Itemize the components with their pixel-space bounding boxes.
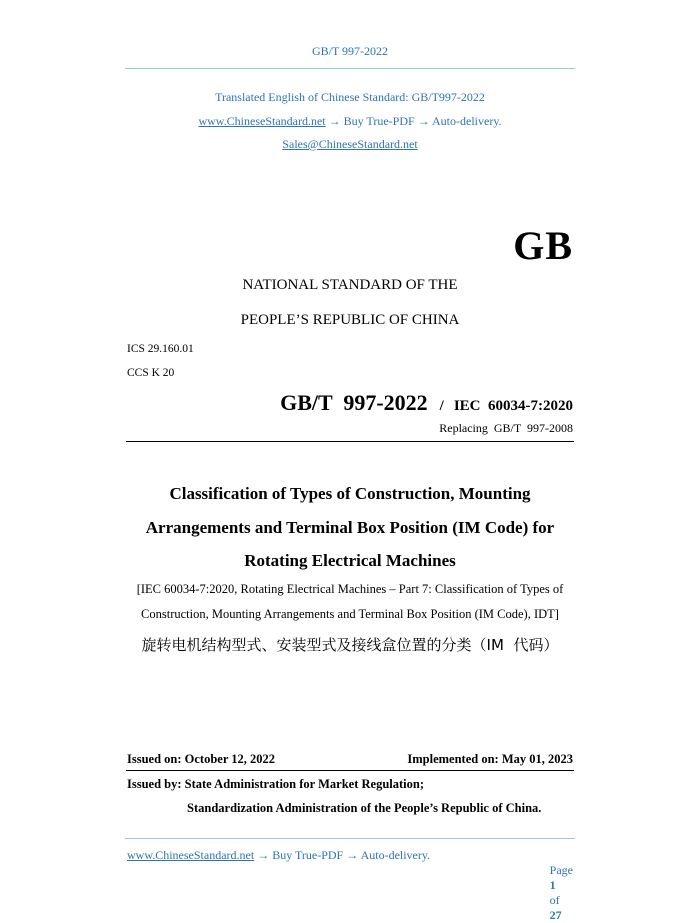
ics-code: ICS 29.160.01 [127, 343, 194, 355]
footer-rule [125, 838, 575, 839]
standard-separator: / [439, 398, 444, 414]
standard-number: GB/T 997-2022 [280, 390, 428, 415]
page-total: 27 [549, 908, 562, 922]
ccs-code: CCS K 20 [127, 367, 175, 379]
implemented-date: Implemented on: May 01, 2023 [407, 752, 573, 766]
issuer-line-1: Issued by: State Administration for Market Regulation; [127, 777, 424, 791]
of-label: of [549, 893, 560, 907]
subtitle-line-1: [IEC 60034-7:2020, Rotating Electrical Machines – Part 7: Classification of Types of [136, 582, 564, 596]
issuer-line-2: Standardization Administration of the People’s Republic of China. [187, 801, 542, 815]
header-rule [125, 68, 575, 69]
site-link[interactable]: www.ChineseStandard.net [198, 114, 326, 128]
subtitle-line-2: Construction, Mounting Arrangements and Terminal Box Position (IM Code), IDT] [141, 607, 559, 621]
page-current: 1 [549, 878, 556, 892]
promo-line: Translated English of Chinese Standard: GB/T997-2022 [215, 90, 485, 104]
title-line-2: Arrangements and Terminal Box Position (IM Code) for [145, 518, 555, 537]
footer-buy-text: → Buy True-PDF → Auto-delivery. [257, 848, 431, 862]
replacing-note: Replacing GB/T 997-2008 [439, 421, 573, 435]
standard-rule [126, 441, 574, 442]
header-doc-code: GB/T 997-2022 [311, 44, 389, 58]
promo-email-line [0, 137, 700, 152]
page-number [544, 848, 573, 923]
title-line-1: Classification of Types of Construction, Mounting [169, 484, 531, 503]
dates-rule [126, 770, 574, 771]
promo-buy-text: → Buy True-PDF → Auto-delivery. [328, 114, 502, 128]
email-link[interactable]: Sales@ChineseStandard.net [282, 137, 418, 151]
gb-logo: GB [513, 223, 573, 268]
authority-line-2: PEOPLE’S REPUBLIC OF CHINA [240, 312, 460, 328]
chinese-title: 旋转电机结构型式、安装型式及接线盒位置的分类（IM 代码） [141, 636, 559, 654]
iec-number: IEC 60034-7:2020 [453, 398, 573, 414]
standard-number-line [280, 390, 573, 416]
title-line-3: Rotating Electrical Machines [244, 551, 456, 570]
footer-left [127, 848, 430, 863]
issued-date: Issued on: October 12, 2022 [127, 752, 276, 766]
promo-buy-line [0, 114, 700, 129]
authority-line-1: NATIONAL STANDARD OF THE [242, 277, 458, 293]
footer-site-link[interactable]: www.ChineseStandard.net [127, 848, 255, 862]
page-label: Page [549, 863, 573, 877]
